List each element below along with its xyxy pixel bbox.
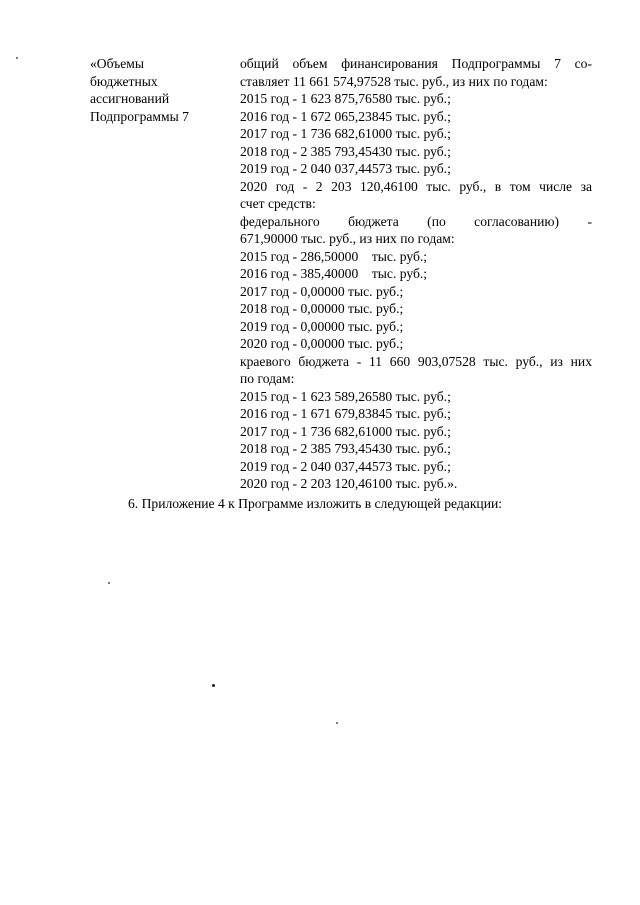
content-line: 2019 год - 2 040 037,44573 тыс. руб.; — [240, 458, 451, 474]
content-line: 2019 год - 2 040 037,44573 тыс. руб.; — [240, 161, 451, 176]
row-content — [240, 55, 592, 493]
item-6-paragraph: 6. Приложение 4 к Программе изложить в следующей редакции: — [128, 496, 503, 511]
content-line: 2020 год - 2 203 120,46100 тыс. руб.». — [240, 476, 458, 491]
content-line: 2020 год - 2 203 120,46100 тыс. руб., в том числе за — [240, 178, 592, 194]
content-line: по годам: — [240, 371, 295, 386]
row-label — [90, 55, 230, 125]
content-line: 2017 год - 1 736 682,61000 тыс. руб.; — [240, 423, 451, 439]
content-line: 2015 год - 1 623 875,76580 тыс. руб.; — [240, 91, 451, 106]
content-line: общий объем финансирования Подпрограммы 7 со- — [240, 56, 592, 71]
label-line: «Объемы — [90, 56, 144, 71]
content-line: ставляет 11 661 574,97528 тыс. руб., из них по годам: — [240, 73, 548, 89]
scan-speck — [108, 582, 110, 584]
scan-speck — [336, 722, 338, 724]
content-line: 2020 год - 0,00000 тыс. руб.; — [240, 336, 404, 351]
content-line: 671,90000 тыс. руб., из них по годам: — [240, 231, 455, 246]
content-line: 2016 год - 1 671 679,83845 тыс. руб.; — [240, 406, 451, 421]
content-line: 2018 год - 2 385 793,45430 тыс. руб.; — [240, 143, 451, 159]
content-line: 2019 год - 0,00000 тыс. руб.; — [240, 318, 404, 334]
content-line: 2018 год - 2 385 793,45430 тыс. руб.; — [240, 441, 451, 456]
content-line: 2015 год - 286,50000 тыс. руб.; — [240, 248, 428, 264]
content-line: 2016 год - 1 672 065,23845 тыс. руб.; — [240, 108, 451, 124]
content-line: 2015 год - 1 623 589,26580 тыс. руб.; — [240, 388, 451, 404]
content-line: 2018 год - 0,00000 тыс. руб.; — [240, 301, 404, 316]
label-line: бюджетных — [90, 73, 158, 89]
label-line: ассигнований — [90, 91, 170, 106]
content-line: краевого бюджета - 11 660 903,07528 тыс. руб., из них — [240, 353, 592, 369]
scan-speck — [212, 684, 215, 687]
label-line: Подпрограммы 7 — [90, 108, 189, 124]
content-line: 2017 год - 0,00000 тыс. руб.; — [240, 283, 404, 299]
content-line: 2017 год - 1 736 682,61000 тыс. руб.; — [240, 126, 451, 141]
content-line: счет средств: — [240, 196, 316, 211]
content-line: 2016 год - 385,40000 тыс. руб.; — [240, 266, 428, 281]
scan-speck — [16, 57, 18, 59]
content-line: федерального бюджета (по согласованию) - — [240, 213, 592, 229]
